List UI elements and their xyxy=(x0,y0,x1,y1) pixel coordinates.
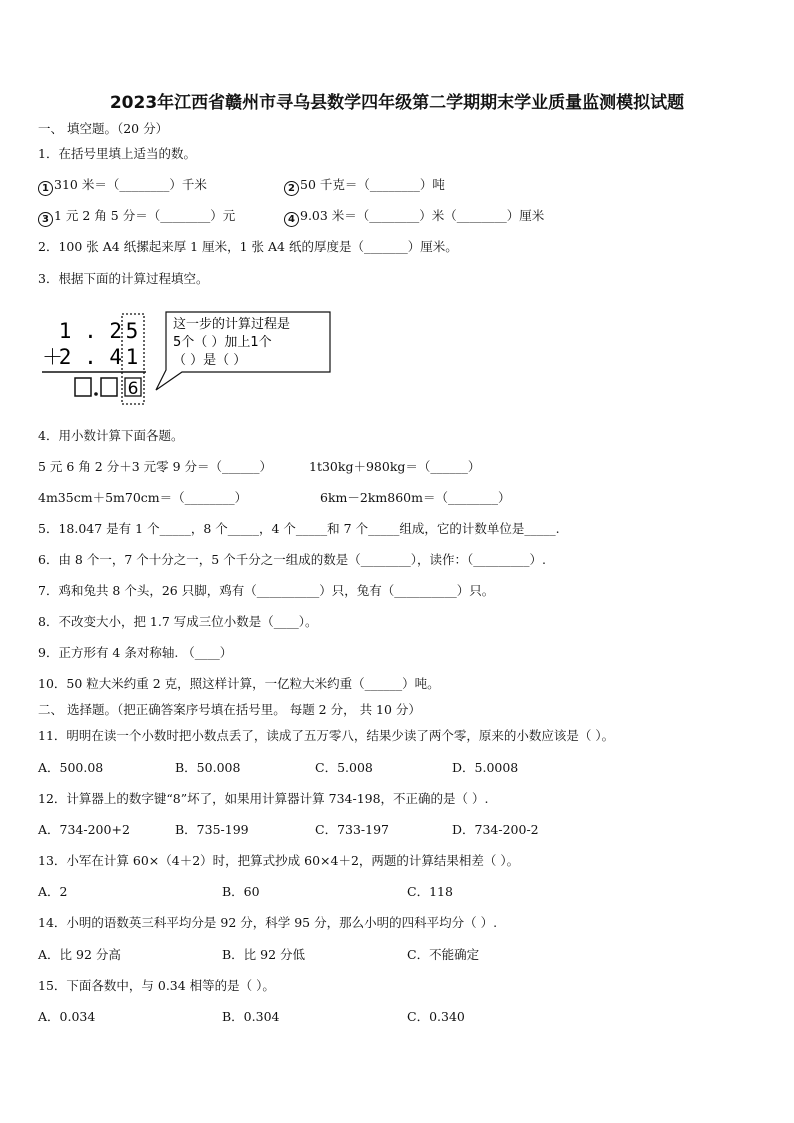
question-4: 4．用小数计算下面各题。 xyxy=(38,428,184,443)
bubble-line-3: （ ）是（ ） xyxy=(173,353,247,368)
question-6: 6．由 8 个一，7 个十分之一，5 个千分之一组成的数是（________），读作：（_________）. xyxy=(38,552,546,567)
addition-figure xyxy=(38,306,338,408)
circled-number-3: 3 xyxy=(38,212,53,227)
question-4c: 4m35cm＋5m70cm＝（________） xyxy=(38,490,248,505)
q12-option-a: A．734-200+2 xyxy=(38,822,130,837)
question-13: 13．小军在计算 60×（4＋2）时，把算式抄成 60×4＋2，两题的计算结果相差（ ）。 xyxy=(38,853,520,868)
plus-sign: ＋ xyxy=(42,345,63,369)
section-1-heading: 一、 填空题。（20 分） xyxy=(38,121,169,136)
q14-option-c: C．不能确定 xyxy=(407,947,480,962)
question-1b: 2 50 千克＝（________）吨 xyxy=(284,177,445,196)
q11-option-a: A．500.08 xyxy=(38,760,104,775)
row2-digits: 2 . 4 xyxy=(58,345,122,369)
q13-option-c: C．118 xyxy=(407,884,453,899)
question-8: 8．不改变大小，把 1.7 写成三位小数是（____）。 xyxy=(38,614,318,629)
question-1a: 1 310 米＝（________）千米 xyxy=(38,177,207,196)
q13-option-b: B．60 xyxy=(222,884,260,899)
row1-digits: 1 . 2 xyxy=(58,319,122,343)
q14-option-b: B．比 92 分低 xyxy=(222,947,306,962)
q15-option-b: B．0.304 xyxy=(222,1009,280,1024)
row1-last-digit: 5 xyxy=(125,319,139,343)
question-3: 3．根据下面的计算过程填空。 xyxy=(38,271,209,286)
question-10: 10．50 粒大米约重 2 克，照这样计算，一亿粒大米约重（______）吨。 xyxy=(38,676,440,691)
question-15: 15．下面各数中，与 0.34 相等的是（ ）。 xyxy=(38,978,275,993)
question-1c: 3 1 元 2 角 5 分＝（________）元 xyxy=(38,208,235,227)
circled-number-2: 2 xyxy=(284,181,299,196)
q12-option-d: D．734-200-2 xyxy=(452,822,539,837)
question-2: 2．100 张 A4 纸摞起来厚 1 厘米，1 张 A4 纸的厚度是（_______）厘米。 xyxy=(38,239,458,254)
question-4a: 5 元 6 角 2 分＋3 元零 9 分＝（______） xyxy=(38,459,273,474)
q14-option-a: A．比 92 分高 xyxy=(38,947,121,962)
question-4b: 1t30kg＋980kg＝（______） xyxy=(309,459,481,474)
question-9: 9．正方形有 4 条对称轴. （____） xyxy=(38,645,233,660)
addition-figure-svg xyxy=(38,306,338,408)
question-12: 12．计算器上的数字键“8”坏了，如果用计算器计算 734-198，不正确的是（ ）. xyxy=(38,791,489,806)
question-7: 7．鸡和兔共 8 个头，26 只脚，鸡有（__________）只，兔有（__________）只。 xyxy=(38,583,495,598)
question-5: 5．18.047 是有 1 个_____，8 个_____，4 个_____和 7 个_____组成，它的计数单位是_____. xyxy=(38,521,560,536)
q12-option-c: C．733-197 xyxy=(315,822,390,837)
q11-option-d: D．5.0008 xyxy=(452,760,519,775)
circled-number-1: 1 xyxy=(38,181,53,196)
blank-box-ones xyxy=(75,378,91,396)
bubble-line-2: 5个（ ）加上1个 xyxy=(173,335,272,350)
page-title: 2023年江西省赣州市寻乌县数学四年级第二学期期末学业质量监测模拟试题 xyxy=(109,93,685,113)
q13-option-a: A．2 xyxy=(38,884,68,899)
question-11: 11．明明在读一个小数时把小数点丢了，读成了五万零八，结果少读了两个零，原来的小数应该是（ ）。 xyxy=(38,728,615,743)
result-last-digit: 6 xyxy=(127,379,139,399)
question-1d: 4 9.03 米＝（________）米（________）厘米 xyxy=(284,208,544,227)
q15-option-a: A．0.034 xyxy=(38,1009,96,1024)
question-14: 14．小明的语数英三科平均分是 92 分，科学 95 分，那么小明的四科平均分（ ）. xyxy=(38,915,498,930)
decimal-point xyxy=(94,392,98,396)
blank-box-tenths xyxy=(101,378,117,396)
bubble-line-1: 这一步的计算过程是 xyxy=(173,317,291,332)
row2-last-digit: 1 xyxy=(125,345,139,369)
question-4d: 6km－2km860m＝（________） xyxy=(320,490,511,505)
section-2-heading: 二、 选择题。（把正确答案序号填在括号里。 每题 2 分， 共 10 分） xyxy=(38,702,421,717)
q11-option-b: B．50.008 xyxy=(175,760,241,775)
q11-option-c: C．5.008 xyxy=(315,760,373,775)
q15-option-c: C．0.340 xyxy=(407,1009,465,1024)
question-1: 1．在括号里填上适当的数。 xyxy=(38,146,196,161)
q12-option-b: B．735-199 xyxy=(175,822,249,837)
circled-number-4: 4 xyxy=(284,212,299,227)
